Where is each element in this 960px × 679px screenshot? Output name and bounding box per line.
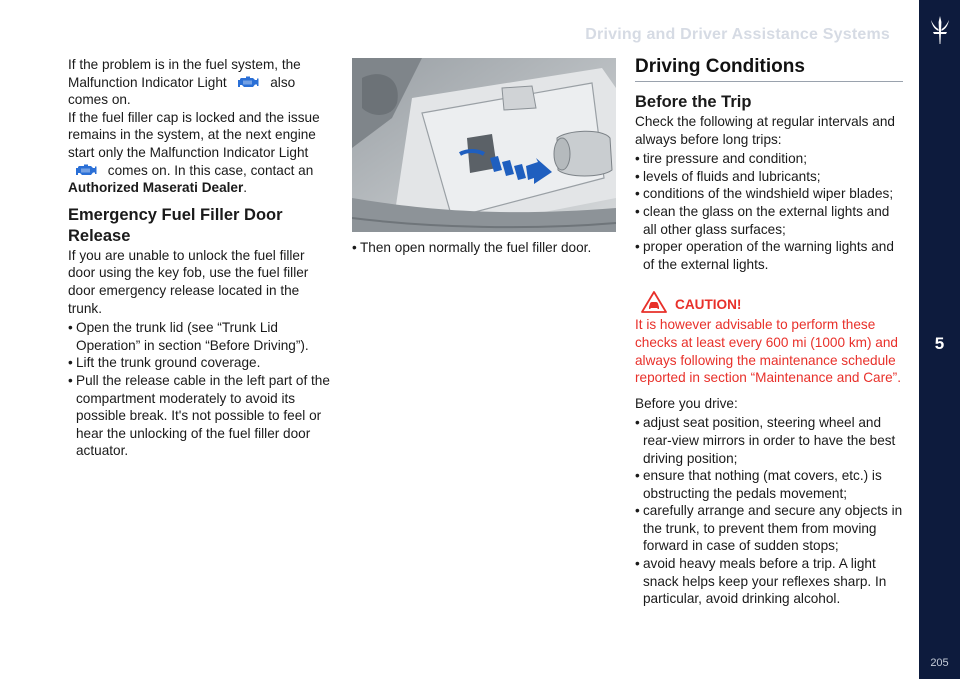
- list-item: • ensure that nothing (mat covers, etc.) is obstructing the pedals movement;: [635, 467, 903, 502]
- list-item: • Lift the trunk ground coverage.: [68, 354, 330, 372]
- list-item: • proper operation of the warning lights and of the external lights.: [635, 238, 903, 273]
- paragraph-emergency-release: If you are unable to unlock the fuel filler door using the key fob, use the fuel filler door emergency release located in the trunk.: [68, 247, 309, 316]
- list-item: • levels of fluids and lubricants;: [635, 168, 903, 186]
- list-item: • carefully arrange and secure any objects in the trunk, to prevent them from moving forward in case of sudden stops;: [635, 502, 903, 555]
- list-open-door: [352, 239, 616, 257]
- section-title: Driving Conditions: [635, 56, 903, 82]
- list-before-drive: [635, 414, 903, 608]
- text-fuel-system-a: If the problem is in the fuel system, the Malfunction Indicator Light: [68, 57, 301, 90]
- text-fuel-system-b: also comes on.: [68, 74, 296, 108]
- list-item: • clean the glass on the external lights and all other glass surfaces;: [635, 203, 903, 238]
- column-right: [635, 56, 903, 608]
- caution-header: [635, 291, 903, 313]
- column-middle: [352, 58, 616, 257]
- list-checks: [635, 150, 903, 273]
- text-filler-cap-a: If the fuel filler cap is locked and the issue remains in the system, at the next engine start only the Malfunction Indicator Light: [68, 109, 320, 160]
- caution-car-warning-icon: [641, 291, 667, 313]
- list-release-steps: [68, 319, 330, 460]
- dealer-bold-text: Authorized Maserati Dealer: [68, 180, 244, 196]
- column-left: [68, 56, 330, 460]
- caution-text: It is however advisable to perform these checks at least every 600 mi (1000 km) and always following the maintenance schedule reported in section “Maintenance and Care”.: [635, 317, 901, 386]
- list-item: • adjust seat position, steering wheel and rear-view mirrors in order to have the best driving position;: [635, 414, 903, 467]
- caution-title: CAUTION!: [675, 297, 742, 313]
- list-item: • Pull the release cable in the left part of the compartment moderately to avoid its possible break. It's not possible to feel or hear the unlocking of the fuel filler door actuator.: [68, 372, 330, 460]
- heading-before-trip: Before the Trip: [635, 93, 752, 111]
- list-item: • Open the trunk lid (see “Trunk Lid Operation” in section “Before Driving”).: [68, 319, 330, 354]
- paragraph-intro: Check the following at regular intervals and always before long trips:: [635, 114, 895, 147]
- text-filler-cap-end: .: [243, 180, 248, 196]
- chapter-side-band: [919, 0, 960, 679]
- chapter-number: 5: [934, 334, 945, 353]
- heading-emergency-release: Emergency Fuel Filler Door Release: [68, 205, 283, 245]
- list-item: • avoid heavy meals before a trip. A light snack helps keep your reflexes sharp. In particular, avoid drinking alcohol.: [635, 555, 903, 608]
- paragraph-before-drive: Before you drive:: [635, 395, 738, 411]
- engine-malfunction-icon: [236, 75, 260, 90]
- paragraph-filler-cap: [68, 109, 330, 197]
- trunk-release-figure: [352, 58, 616, 232]
- list-item: • Then open normally the fuel filler door.: [352, 239, 616, 257]
- running-header: Driving and Driver Assistance Systems: [585, 26, 890, 43]
- list-item: • tire pressure and condition;: [635, 150, 903, 168]
- engine-malfunction-icon: [74, 163, 98, 178]
- text-filler-cap-b: comes on. In this case, contact an: [107, 162, 314, 178]
- page-number: 205: [930, 657, 949, 669]
- trunk-illustration-icon: [352, 58, 616, 232]
- list-item: • conditions of the windshield wiper blades;: [635, 185, 903, 203]
- paragraph-fuel-system: [68, 56, 330, 109]
- trident-logo-icon: [928, 14, 952, 46]
